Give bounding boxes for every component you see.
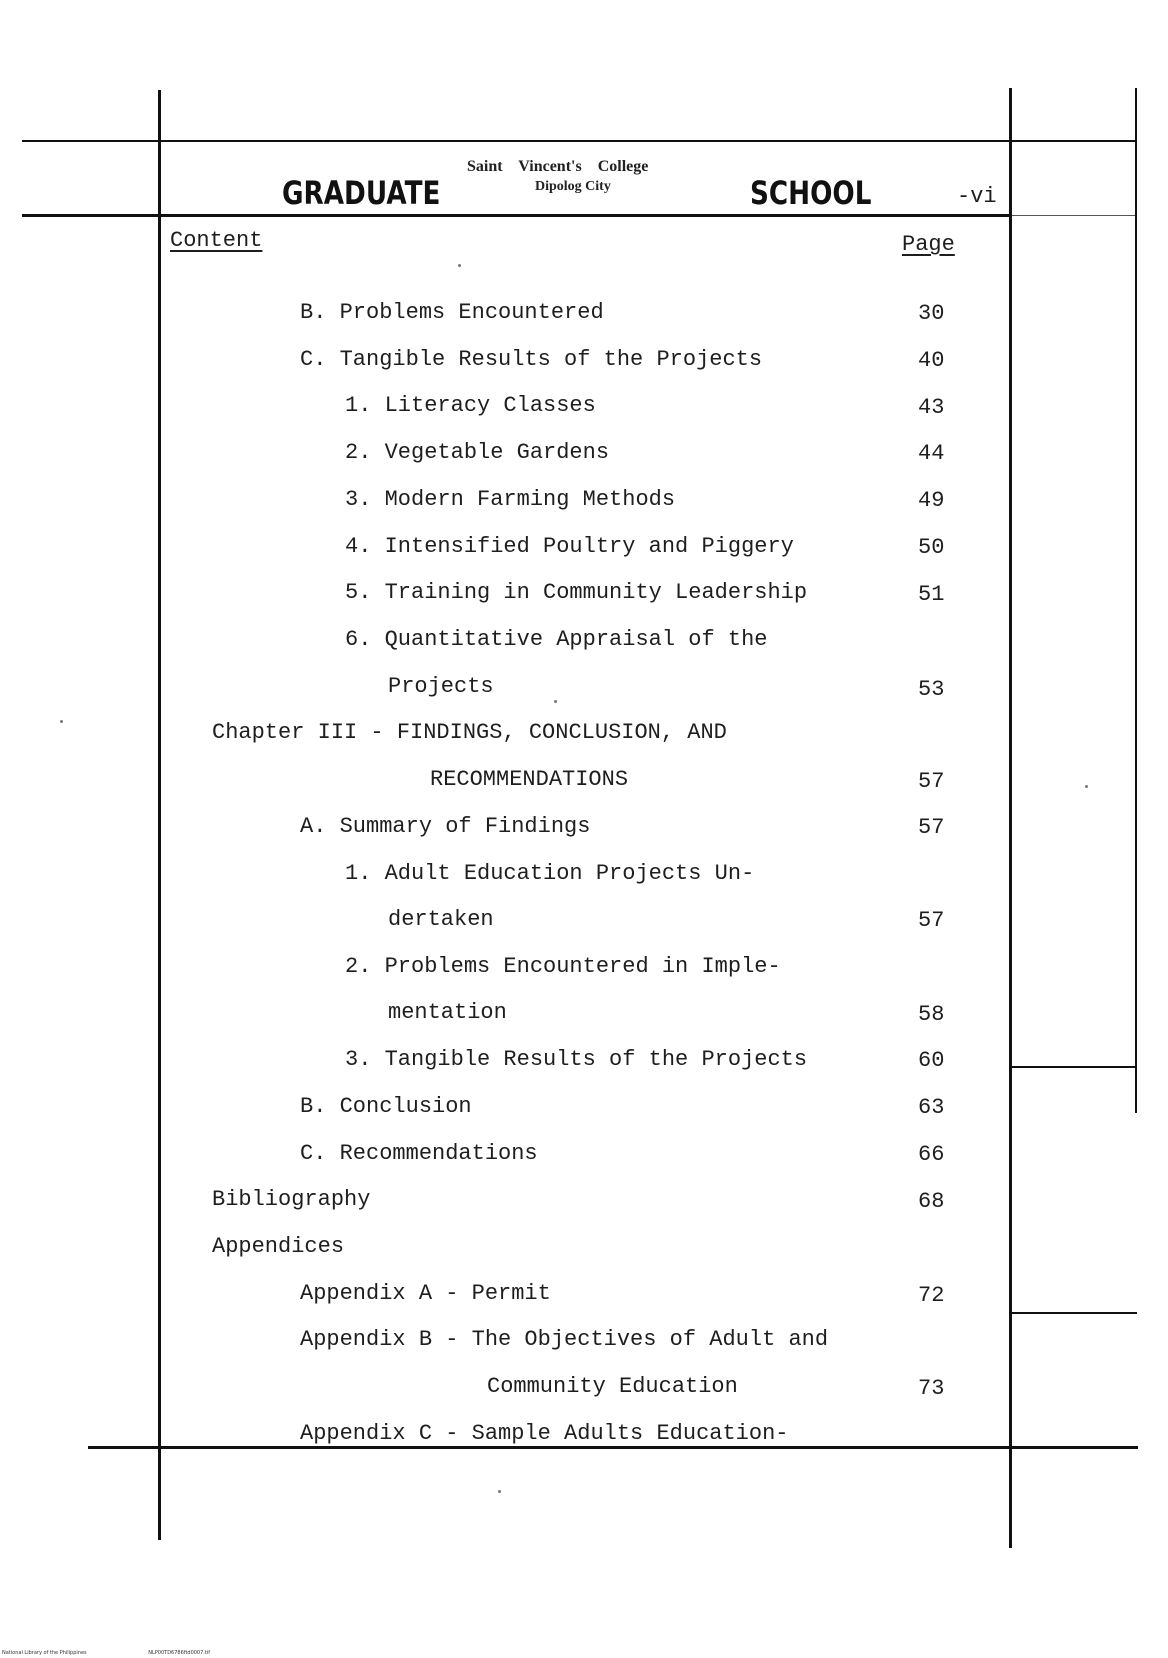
toc-page: 58	[918, 1002, 945, 1027]
toc-entry: 1. Adult Education Projects Un-	[345, 861, 755, 886]
left-vertical-rule	[158, 90, 161, 1540]
page-heading: Page	[902, 232, 955, 257]
scan-speck	[1085, 785, 1088, 788]
toc-entry: B. Conclusion	[300, 1094, 472, 1119]
header-top-rule	[22, 140, 1137, 142]
toc-entry: Chapter III - FINDINGS, CONCLUSION, AND	[212, 720, 727, 745]
toc-entry: A. Summary of Findings	[300, 814, 591, 839]
toc-entry: 3. Tangible Results of the Projects	[345, 1047, 808, 1072]
footer-file: NLP00TD6786ftd0007.tif	[148, 1650, 210, 1656]
toc-entry: Projects	[388, 674, 494, 699]
toc-entry: Appendices	[212, 1234, 345, 1259]
toc-page: 44	[918, 441, 945, 466]
toc-page: 66	[918, 1142, 945, 1167]
toc-page: 57	[918, 908, 945, 933]
toc-page: 49	[918, 488, 945, 513]
right-vertical-rule	[1009, 88, 1012, 1548]
toc-entry: 3. Modern Farming Methods	[345, 487, 676, 512]
scan-speck	[554, 700, 557, 703]
toc-entry: 2. Vegetable Gardens	[345, 440, 610, 465]
page-number: -vi	[957, 184, 997, 209]
toc-page: 63	[918, 1095, 945, 1120]
toc-entry: mentation	[388, 1000, 507, 1025]
toc-entry: Community Education	[487, 1374, 738, 1399]
toc-entry: 4. Intensified Poultry and Piggery	[345, 534, 794, 559]
toc-entry: 1. Literacy Classes	[345, 393, 596, 418]
toc-page: 43	[918, 395, 945, 420]
toc-entry: 2. Problems Encountered in Imple-	[345, 954, 781, 979]
toc-page: 40	[918, 348, 945, 373]
toc-page: 53	[918, 677, 945, 702]
toc-page: 57	[918, 769, 945, 794]
toc-entry: dertaken	[388, 907, 494, 932]
toc-page: 51	[918, 582, 945, 607]
toc-entry: C. Recommendations	[300, 1141, 538, 1166]
footer-rule	[88, 1446, 1138, 1449]
toc-entry: RECOMMENDATIONS	[430, 767, 629, 792]
header-graduate: GRADUATE	[282, 174, 441, 212]
scan-speck	[498, 1490, 501, 1493]
toc-entry: Appendix A - Permit	[300, 1281, 551, 1306]
toc-page: 68	[918, 1189, 945, 1214]
toc-entry: Appendix B - The Objectives of Adult and	[300, 1327, 829, 1352]
right-margin-rule-1	[1012, 1066, 1135, 1068]
content-heading: Content	[170, 228, 263, 253]
scan-speck	[458, 264, 461, 267]
toc-page: 30	[918, 301, 945, 326]
institution-name: Saint Vincent's College	[467, 158, 649, 175]
right-margin-rule-2	[1012, 1312, 1137, 1314]
toc-page: 72	[918, 1283, 945, 1308]
scan-speck	[60, 720, 63, 723]
toc-page: 73	[918, 1376, 945, 1401]
toc-entry: C. Tangible Results of the Projects	[300, 347, 763, 372]
toc-page: 60	[918, 1048, 945, 1073]
toc-entry: 6. Quantitative Appraisal of the	[345, 627, 768, 652]
toc-entry: Appendix C - Sample Adults Education-	[300, 1421, 789, 1446]
header-bottom-rule-right	[1012, 215, 1135, 216]
institution-city: Dipolog City	[535, 179, 611, 194]
footer-library: National Library of the Philippines	[2, 1650, 87, 1656]
toc-page: 57	[918, 815, 945, 840]
toc-entry: 5. Training in Community Leadership	[345, 580, 808, 605]
header-bottom-rule	[22, 214, 1012, 217]
toc-page: 50	[918, 535, 945, 560]
far-right-vertical-rule	[1135, 88, 1137, 1113]
toc-entry: B. Problems Encountered	[300, 300, 604, 325]
header-school: SCHOOL	[750, 174, 872, 212]
scan-footer	[2, 1650, 270, 1656]
toc-entry: Bibliography	[212, 1187, 371, 1212]
